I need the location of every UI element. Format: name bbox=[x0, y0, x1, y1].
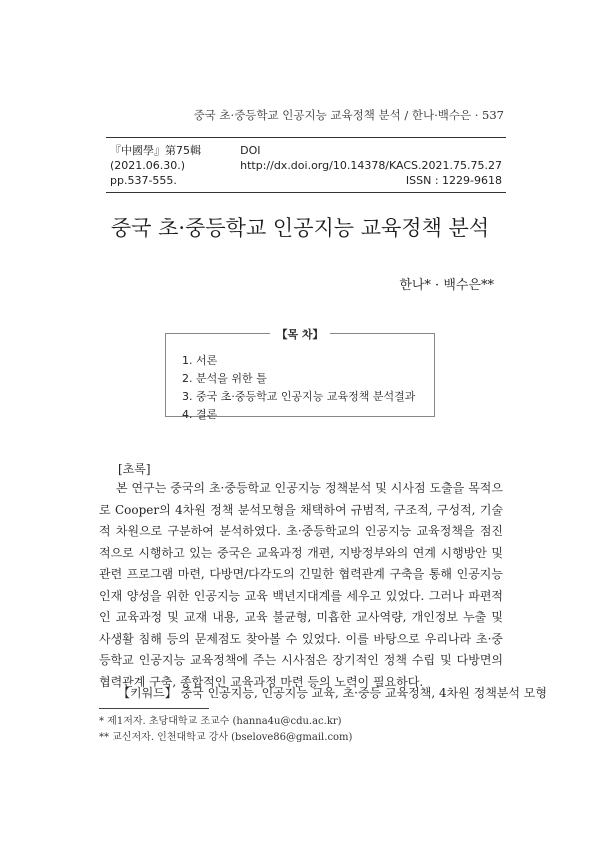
page-range: pp.537-555. bbox=[110, 174, 177, 187]
footnote-corresponding-author: ** 교신저자. 인천대학교 강사 (bselove86@gmail.com) bbox=[99, 732, 353, 743]
journal-citation: 『中國學』第75輯 (2021.06.30.) bbox=[110, 144, 201, 172]
abstract-label: [초록] bbox=[118, 462, 151, 476]
issn: ISSN : 1229-9618 bbox=[405, 174, 502, 187]
paper-title: 중국 초·중등학교 인공지능 교육정책 분석 bbox=[110, 216, 490, 240]
table-of-contents bbox=[165, 328, 435, 421]
toc-item: 1. 서론 bbox=[182, 354, 218, 367]
doi-link[interactable]: DOI http://dx.doi.org/10.14378/KACS.2021.75.75.27 bbox=[240, 144, 503, 172]
abstract bbox=[99, 478, 503, 693]
abstract-text: 본 연구는 중국의 초·중등학교 인공지능 정책분석 및 시사점 도출을 목적으로 Cooper의 4차원 정책 분석모형을 채택하여 규범적, 구조적, 구성적, 기술적 차원으로 구분하여 분석하였다. 초·중등학교의 인공지능 교육정책을 점진적으로 시행하고 있는 중국은 교육과정 개편, 지방정부와의 연계 시행방안 및 관련 프로그램 마련, 다방면/다각도의 긴밀한 협력관계 구축을 통해 인공지능 인재 양성을 위한 인공지능 교육 백년지대계를 세우고 있었다. 그러나 파편적인 교육과정 및 교재 내용, 교육 불균형, 미흡한 교사역량, 개인정보 누출 및 사생활 침해 등의 문제점도 찾아볼 수 있었다. 이를 바탕으로 우리나라 초·중등학교 인공지능 교육정책에 주는 시사점은 장기적인 정책 수립 및 다방면의 협력관계 구축, 종합적인 교육과정 마련 등의 노력이 필요하다. bbox=[99, 481, 503, 689]
keywords: 【키워드】 중국 인공지능, 인공지능 교육, 초·중등 교육정책, 4차원 정책분석 모형 bbox=[118, 686, 547, 700]
toc-item: 4. 결론 bbox=[182, 408, 218, 421]
authors: 한나* · 백수은** bbox=[399, 278, 494, 293]
footnote-first-author: * 제1저자. 초당대학교 조교수 (hanna4u@cdu.ac.kr) bbox=[99, 716, 342, 727]
toc-item: 2. 분석을 위한 틀 bbox=[182, 372, 267, 385]
running-header: 중국 초·중등학교 인공지능 교육정책 분석 / 한나·백수은 · 537 bbox=[193, 108, 504, 122]
footnote-divider bbox=[99, 708, 209, 709]
toc-heading: 【목 차】 bbox=[270, 328, 329, 341]
footnotes bbox=[99, 714, 352, 746]
toc-item: 3. 중국 초·중등학교 인공지능 교육정책 분석결과 bbox=[182, 390, 416, 403]
publication-info bbox=[106, 137, 506, 193]
